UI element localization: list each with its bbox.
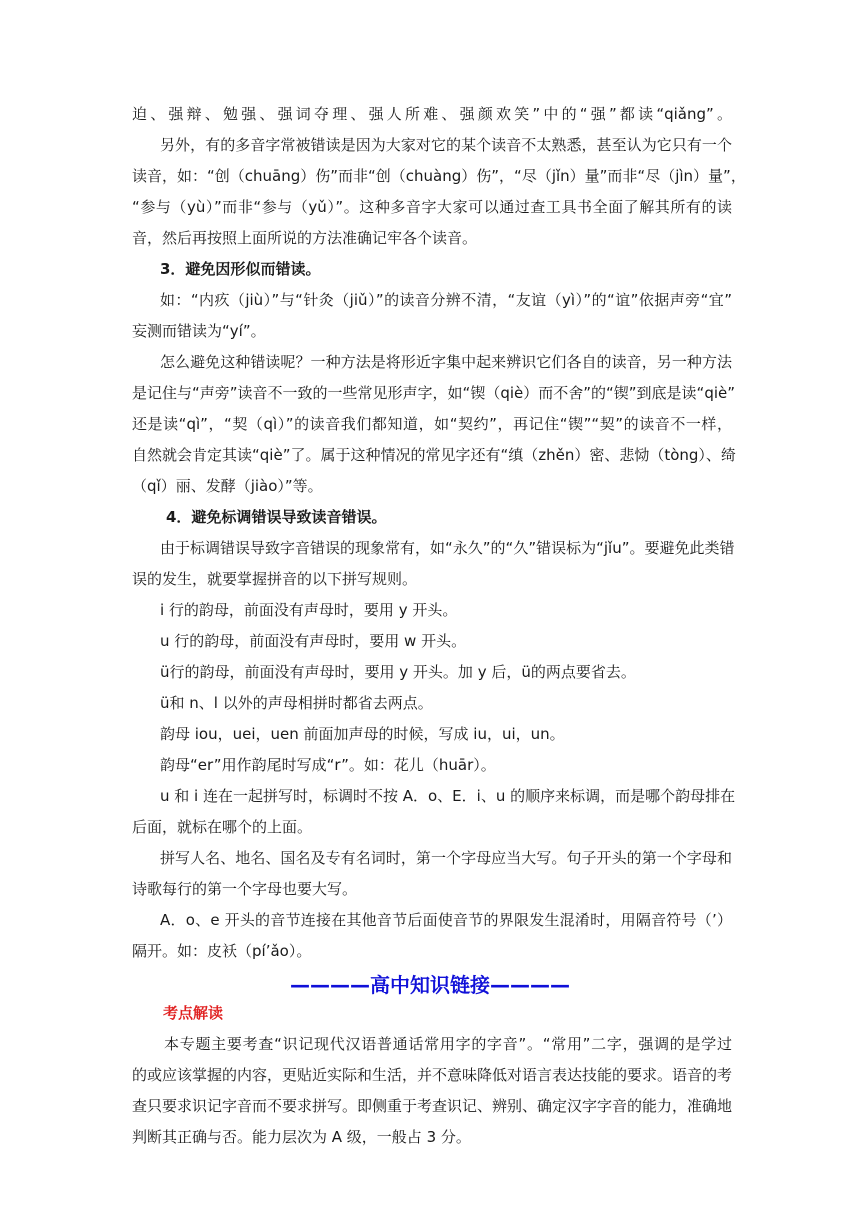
section-heading-4: 4．避免标调错误导致读音错误。 [166,508,387,526]
exam-point-heading: 考点解读 [163,1004,224,1022]
text-line: 判断其正确与否。能力层次为 A 级，一般占 3 分。 [132,1128,471,1146]
text-line: 迫、强辩、勉强、强词夺理、强人所难、强颜欢笑”中的“强”都读“qiǎng”。 [132,105,732,123]
rule-line: 拼写人名、地名、国名及专有名词时，第一个字母应当大写。句子开头的第一个字母和 [160,849,732,867]
text-line: 由于标调错误导致字音错误的现象常有，如“永久”的“久”错误标为“jǐu”。要避免此类错 [160,539,735,557]
section-heading-3: 3．避免因形似而错读。 [160,260,321,278]
text-line: 如：“内疚（jiù）”与“针灸（jiǔ）”的读音分辨不清，“友谊（yì）”的“谊”依据声旁“宜” [160,291,732,309]
section-banner: ————高中知识链接———— [290,973,570,997]
text-line: 诗歌每行的第一个字母也要大写。 [132,880,358,898]
text-line: 怎么避免这种错读呢？一种方法是将形近字集中起来辨识它们各自的读音，另一种方法 [160,353,732,371]
rule-line: i 行的韵母，前面没有声母时，要用 y 开头。 [160,601,458,619]
text-line: 误的发生，就要掌握拼音的以下拼写规则。 [132,570,418,588]
text-line: 的或应该掌握的内容，更贴近实际和生活，并不意味降低对语言表达技能的要求。语音的考 [132,1066,733,1084]
text-line: 音，然后再按照上面所说的方法准确记牢各个读音。 [132,229,478,247]
text-line: 另外，有的多音字常被错读是因为大家对它的某个读音不太熟悉，甚至认为它只有一个 [160,136,732,154]
text-line: （qǐ）丽、发酵（jiào）”等。 [132,477,323,495]
rule-line: A．o、e 开头的音节连接在其他音节后面使音节的界限发生混淆时，用隔音符号（’） [160,911,732,929]
rule-line: ü和 n、l 以外的声母相拼时都省去两点。 [160,694,433,712]
text-line: 还是读“qì”，“契（qì）”的读音我们都知道，如“契约”，再记住“锲”“契”的读音不一样， [132,415,732,433]
rule-line: 韵母“er”用作韵尾时写成“r”。如：花儿（huār）。 [160,756,496,774]
text-line: 读音，如：“创（chuāng）伤”而非“创（chuàng）伤”，“尽（jǐn）量”而非“尽（jìn）量”， [132,167,746,185]
text-line: 妄测而错读为“yí”。 [132,322,266,340]
text-line: 查只要求识记字音而不要求拼写。即侧重于考查识记、辨别、确定汉字字音的能力，准确地 [132,1097,733,1115]
rule-line: u 行的韵母，前面没有声母时，要用 w 开头。 [160,632,467,650]
text-line: 隔开。如：皮袄（pí’ǎo）。 [132,942,312,960]
text-line: “参与（yù）”而非“参与（yǔ）”。这种多音字大家可以通过查工具书全面了解其所有的读 [132,198,732,216]
text-line: 是记住与“声旁”读音不一致的一些常见形声字，如“锲（qiè）而不舍”的“锲”到底是读“qiè” [132,384,736,402]
rule-line: 韵母 iou，uei，uen 前面加声母的时候，写成 iu，ui，un。 [160,725,565,743]
rule-line: ü行的韵母，前面没有声母时，要用 y 开头。加 y 后，ü的两点要省去。 [160,663,636,681]
text-line: 本专题主要考查“识记现代汉语普通话常用字的字音”。“常用”二字，强调的是学过 [164,1035,732,1053]
text-line: 自然就会肯定其读“qiè”了。属于这种情况的常见字还有“缜（zhěn）密、悲恸（tòng）、绮 [132,446,736,464]
text-line: 后面，就标在哪个的上面。 [132,818,313,836]
rule-line: u 和 i 连在一起拼写时，标调时不按 A．o、E．i、u 的顺序来标调，而是哪个韵母排在 [160,787,736,805]
